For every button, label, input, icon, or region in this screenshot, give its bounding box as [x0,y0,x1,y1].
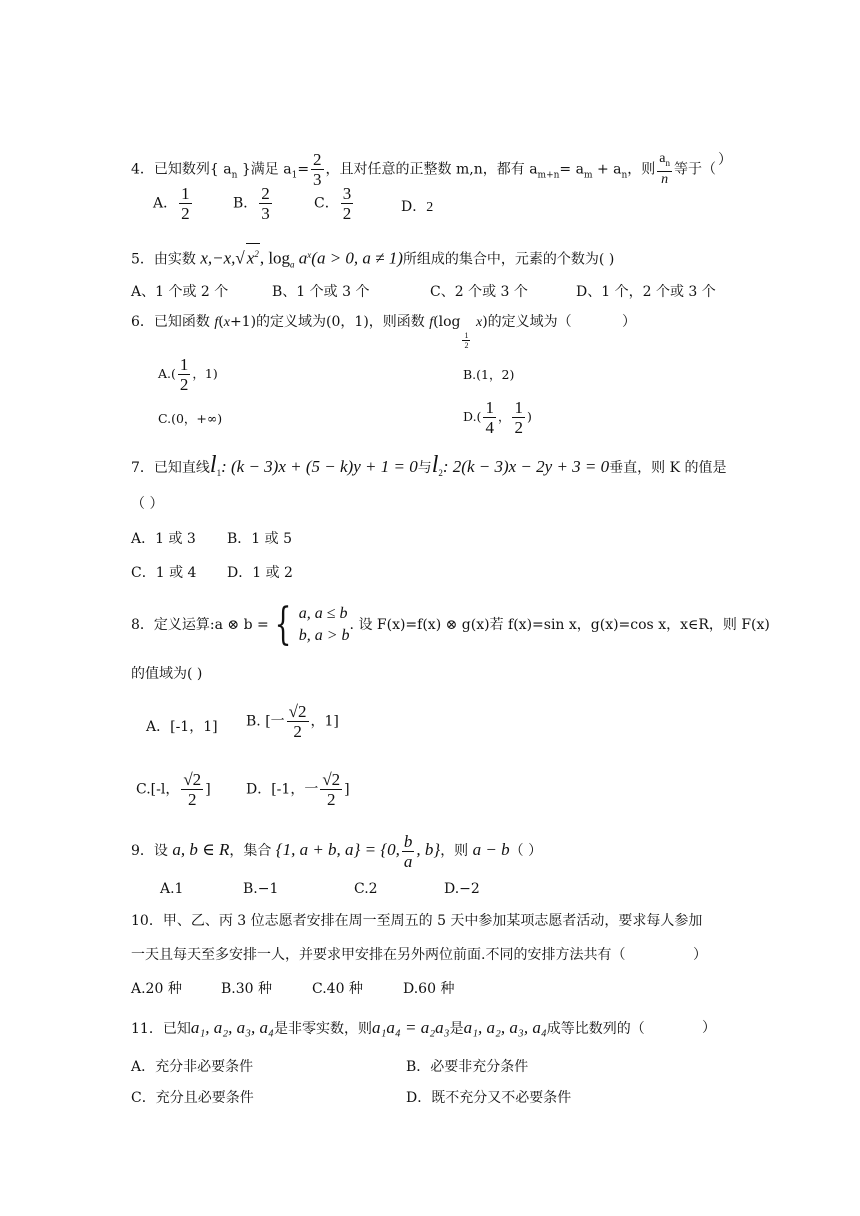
option-label: D． [401,199,427,215]
frac-num: 3 [342,184,352,203]
q5-math: a [294,248,308,268]
cases-body [299,603,350,647]
option-tail: ) [526,409,532,424]
q7-option-a[interactable]: A．1 或 3 [131,531,196,547]
q10-stem-line2: 一天且每天至多安排一人，并要求甲安排在另外两位前面.不同的安排方法共有（ [131,947,626,963]
case-1: a, a ≤ b [298,605,348,622]
option-fraction [512,398,525,437]
q9-fraction [402,832,415,871]
q6-text: (log [433,314,461,330]
option-label: D．[-1，一 [246,781,319,798]
q6-text: ( [218,314,224,330]
q6-text: 6．已知函数 [131,314,215,330]
q5-math: x,−x, [200,248,236,268]
option-fraction [287,702,309,741]
q6-text: )的定义域为（ [482,314,572,330]
q10-option-d[interactable]: D.60 种 [403,981,455,997]
q4-text: + a [592,161,622,178]
q4-sub: n [621,170,628,181]
q8-stem [131,598,770,652]
q5-math: (a > 0, a ≠ 1) [311,248,403,268]
q4-sub: m+n [537,170,560,181]
q11-text: 11．已知 [131,1021,191,1037]
frac-num: 1 [464,331,469,340]
q10-option-b[interactable]: B.30 种 [221,981,273,997]
q8-option-b[interactable] [246,702,339,741]
q7-stem [131,452,727,483]
option-fraction [483,398,496,437]
frac-den: 2 [188,790,197,809]
q4-option-a[interactable] [153,184,194,223]
frac-den: 2 [464,341,469,350]
q4-text: ，且对任意的正整数 m,n，都有 a [325,161,538,178]
q4-text: = a [559,161,584,178]
q5-close: ) [604,251,615,268]
frac-den: 2 [179,375,189,394]
q11-math: a₁, a₂, a₃, a₄ [463,1018,547,1037]
option-label: A． [153,195,178,212]
q4-text: 4．已知数列{ a [131,161,232,178]
q10-option-c[interactable]: C.40 种 [312,981,363,997]
q6-math: x [472,315,483,330]
option-fraction [179,184,192,223]
option-fraction [178,355,191,394]
frac-den: 3 [261,204,270,223]
q7-text: 垂直，则 K 的值是 [609,460,727,476]
q11-option-b[interactable]: B．必要非充分条件 [406,1059,529,1075]
sqrt-text: x [246,248,255,268]
frac-num-text: a [659,151,666,167]
q11-option-d[interactable]: D．既不充分又不必要条件 [406,1090,572,1106]
q5-option-c[interactable]: C、2 个或 3 个 [430,284,528,300]
q6-log-base [462,331,470,350]
q4-text: = [297,161,310,178]
q7-close-paren: （ ） [131,496,164,512]
option-fraction [181,770,203,809]
q11-stem [131,1018,645,1039]
frac-den: a [403,851,413,871]
q6-option-a[interactable] [158,355,218,394]
q4-sub: n [231,170,238,181]
q7-sub: 2 [438,467,443,478]
q7-text: 与 [417,460,432,476]
q9-close: （ ） [509,843,543,859]
frac-num: 1 [485,398,494,417]
option-fraction [341,184,354,223]
q4-option-d[interactable] [401,196,433,219]
q6-math: f [429,315,434,330]
q9-math: a, b ∈ R [172,840,230,859]
q11-math: a₁, a₂, a₃, a₄ [190,1018,274,1037]
q9-math: , b} [416,840,441,859]
q7-option-c[interactable]: C．1 或 4 [131,565,197,581]
option-label: B． [233,195,258,212]
q4-sub: 1 [291,170,298,181]
option-fraction [259,184,272,223]
q11-option-c[interactable]: C．充分且必要条件 [131,1090,254,1106]
option-label: D.( [463,409,482,424]
q7-equation: : 2(k − 3)x − 2y + 3 = 0 [442,457,610,476]
q7-line-symbol: l [431,452,439,478]
frac-num: b [403,831,413,851]
q8-cases [269,599,350,650]
sqrt-sup: 2 [254,249,259,259]
q5-option-d[interactable]: D、1 个，2 个或 3 个 [576,284,716,300]
q4-option-b[interactable] [233,184,274,223]
q4-text: }满足 a [237,161,292,178]
option-label: B. [一 [246,713,285,730]
q11-math: a₁a₄ = a₂a₃ [371,1018,450,1037]
frac-num: √2 [322,770,341,789]
case-2: b, a > b [298,627,350,644]
frac-den: 2 [342,204,352,223]
q11-text: 是 [449,1021,464,1037]
q9-option-c[interactable]: C.2 [354,881,378,897]
q6-math: f [214,315,219,330]
q10-stem-line1: 10．甲、乙、丙 3 位志愿者安排在周一至周五的 5 天中参加某项志愿者活动，要求每人参加 [131,913,703,929]
option-label: A.( [158,366,176,381]
q5-sub: a [290,259,295,270]
frac-num: √2 [288,702,307,721]
q8-close: ) [192,666,203,682]
frac-den: 4 [485,418,494,437]
frac-den: 2 [514,418,523,437]
frac-num-sub: n [665,157,670,168]
q8-option-d[interactable] [246,770,350,809]
q11-text: 是非零实数，则 [273,1021,372,1037]
q9-text: 9．设 [131,843,173,859]
frac-num: 1 [179,355,189,374]
frac-num: 1 [514,398,523,417]
frac-num: 1 [181,184,190,203]
q9-text: ，集合 [229,843,276,859]
frac-num: 2 [261,184,270,203]
q5-option-b[interactable]: B、1 个或 3 个 [272,284,370,300]
q7-sub: 1 [216,467,222,478]
q6-close-paren: ） [622,314,636,330]
q11-option-a[interactable]: A．充分非必要条件 [131,1059,254,1075]
frac-den: n [661,171,669,187]
q6-option-d[interactable] [463,398,532,437]
brace-icon: { [274,599,292,650]
option-label: C.[-l， [136,781,180,798]
q7-line-symbol: l [209,452,217,478]
q11-text: 成等比数列的（ [546,1021,645,1037]
frac-den: 2 [327,790,336,809]
sqrt-symbol: √ [235,248,245,268]
q8-text: 的值域为( [131,666,193,682]
option-tail: ，1) [192,366,218,381]
option-tail: ] [344,781,350,798]
frac-den: 2 [293,722,302,741]
q9-option-b[interactable]: B.−1 [243,881,279,897]
frac-num [657,151,672,172]
option-mid: ， [497,409,511,424]
q9-math: a − b [472,840,510,859]
q6-stem [131,312,572,350]
q10-option-a[interactable]: A.20 种 [131,981,182,997]
q5-math: , log [259,248,291,268]
frac-num: 2 [313,150,322,169]
option-label: C． [314,195,339,212]
q8-text: . 设 F(x)=f(x) ⊗ g(x)若 f(x)=sin x，g(x)=cos x，x∈R，则 F(x) [349,617,770,633]
q7-option-d[interactable]: D．1 或 2 [227,565,293,581]
q9-option-d[interactable]: D.−2 [444,881,480,897]
q4-text: 等于（ [674,161,716,178]
option-value: 2 [426,200,434,215]
q4-ratio-fraction [657,151,672,188]
q6-option-b[interactable]: B.(1，2) [463,367,515,382]
q8-stem-cont [131,664,202,684]
q4-text: ，则 [627,161,656,178]
q5-text: 所组成的集合中，元素的个数为( [402,251,605,268]
q5-stem [131,243,614,274]
frac-den: 3 [313,170,322,189]
q4-option-c[interactable] [314,184,355,223]
q9-math: {1, a + b, a} = {0, [275,840,400,859]
option-tail: ，1] [310,713,339,730]
q11-close-paren: ） [702,1020,716,1036]
q4-sub: m [583,170,593,181]
q5-option-a[interactable]: A、1 个或 2 个 [131,284,229,300]
q7-equation: : (k − 3)x + (5 − k)y + 1 = 0 [221,457,418,476]
q8-option-c[interactable] [136,770,211,809]
q7-text: 7．已知直线 [131,460,210,476]
option-tail: ] [205,781,211,798]
q9-option-a[interactable]: A.1 [160,881,184,897]
q6-option-c[interactable]: C.(0，+∞) [158,411,223,426]
q9-stem [131,828,542,873]
q6-text: +1)的定义域为(0，1)，则函数 [229,314,430,330]
q4-close-paren: ） [718,152,732,168]
q7-option-b[interactable]: B．1 或 5 [227,531,293,547]
q5-sup: x [307,250,312,260]
q5-text: 5．由实数 [131,251,201,268]
sqrt-body [246,243,260,269]
q4-stem [131,150,716,189]
q9-text: ，则 [440,843,473,859]
frac-den: 2 [181,204,190,223]
q6-math: x [223,315,230,330]
option-fraction [320,770,342,809]
q10-close-paren: ） [693,947,707,963]
q8-option-a[interactable]: A．[-1，1] [146,719,218,735]
frac-num: √2 [183,770,202,789]
q8-text: 8．定义运算:a ⊗ b = [131,617,269,633]
